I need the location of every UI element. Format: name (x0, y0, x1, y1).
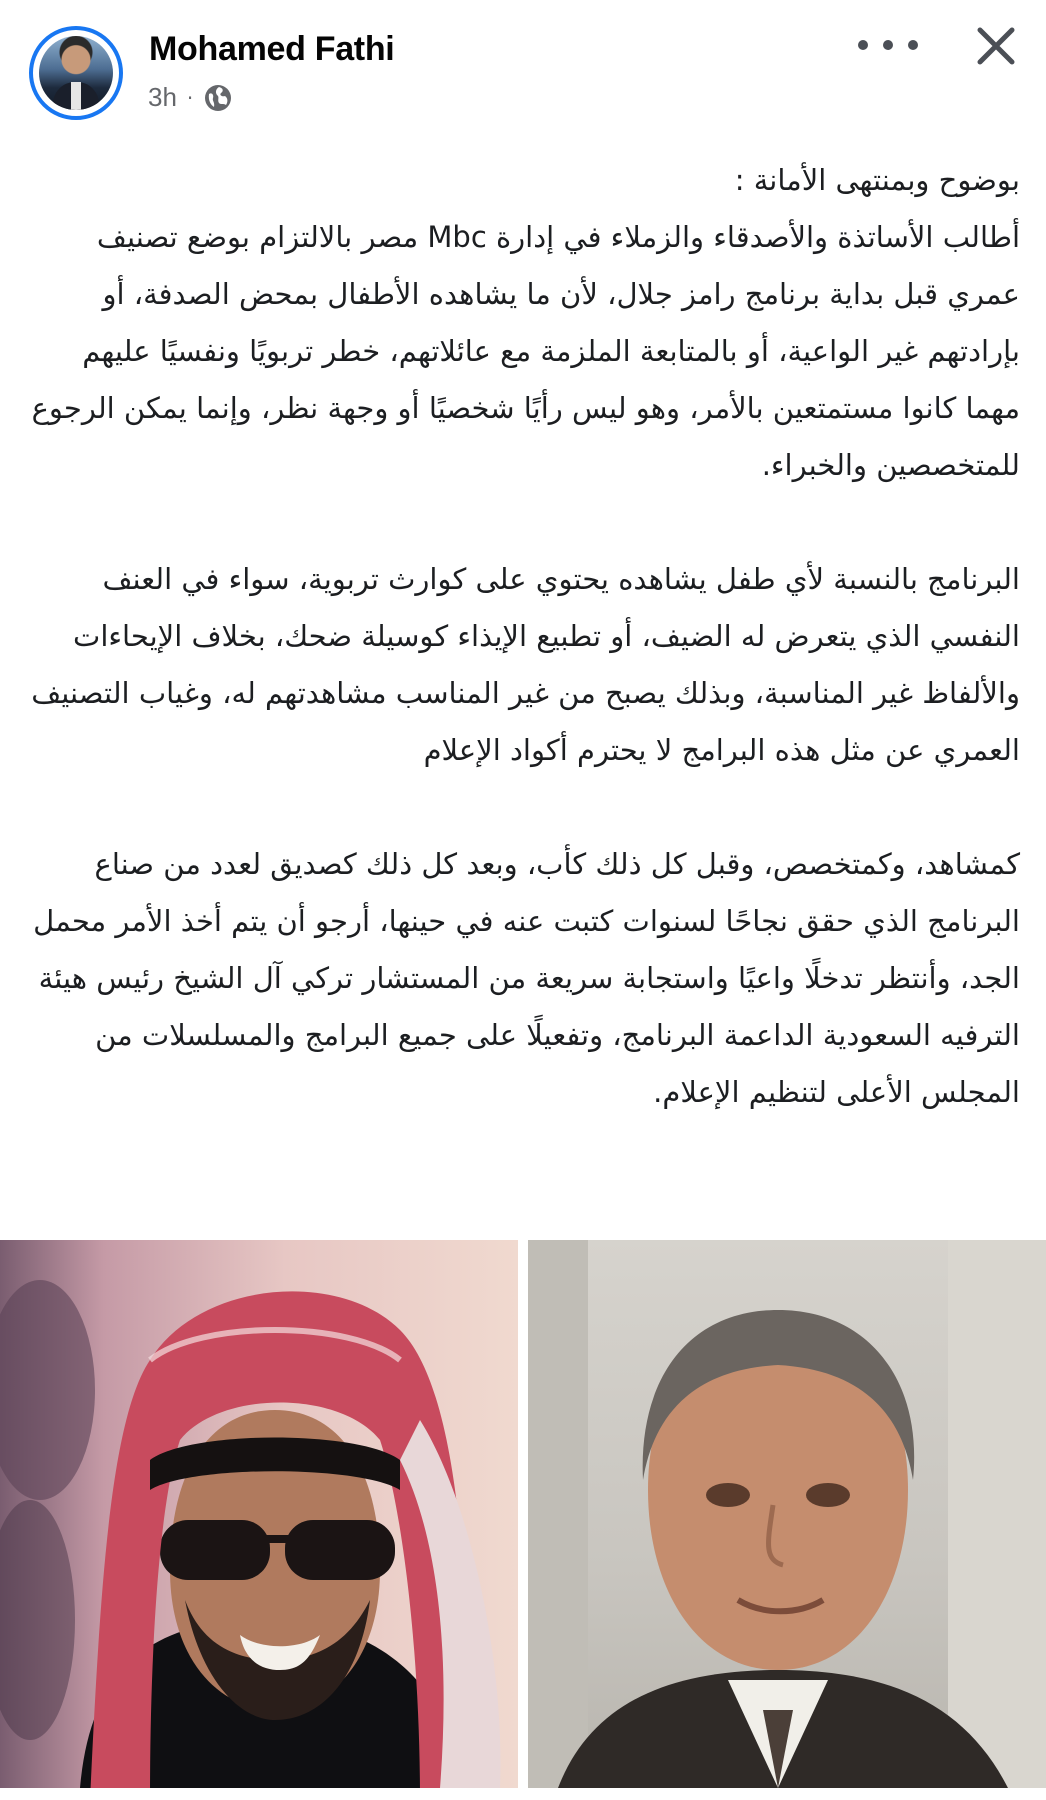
avatar-image (39, 36, 113, 110)
close-icon[interactable] (972, 22, 1020, 70)
author-name[interactable]: Mohamed Fathi (149, 30, 395, 68)
meta-separator: · (186, 85, 194, 110)
post-paragraph: البرنامج بالنسبة لأي طفل يشاهده يحتوي على كوارث تربوية، سواء في العنف النفسي الذي يتعرض له الضيف، أو تطبيع الإيذاء كوسيلة ضحك، بخلاف الإيحاءات والألفاظ غير المناسبة، وبذلك يصبح من غير المناسب مشاهدتهم له، وغياب التصنيف العمري عن مثل هذه البرامج لا يحترم أكواد الإعلام (31, 562, 1020, 767)
photo-man-in-red-headdress[interactable] (0, 1240, 518, 1788)
author-avatar[interactable] (29, 26, 123, 120)
photo-man-in-suit[interactable] (528, 1240, 1046, 1788)
post-paragraph: بوضوح وبمنتهى الأمانة : (734, 163, 1020, 197)
more-options-icon[interactable] (858, 28, 918, 62)
post-paragraph: كمشاهد، وكمتخصص، وقبل كل ذلك كأب، وبعد كل ذلك كصديق لعدد من صناع البرنامج الذي حقق نجاحًا لسنوات كتبت عنه في حينها، أرجو أن يتم أخذ الأمر محمل الجد، وأنتظر تدخلًا واعيًا واستجابة سريعة من المستشار تركي آل الشيخ رئيس هيئة الترفيه السعودية الداعمة البرنامج، وتفعيلًا على جميع البرامج والمسلسلات من المجلس الأعلى لتنظيم الإعلام. (33, 847, 1020, 1109)
post-time[interactable]: 3h (148, 82, 177, 112)
post-meta (148, 82, 233, 113)
post-paragraph: أطالب الأساتذة والأصدقاء والزملاء في إدارة Mbc مصر بالالتزام بوضع تصنيف عمري قبل بداية برنامج رامز جلال، لأن ما يشاهده الأطفال بمحض الصدفة، أو بإرادتهم غير الواعية، أو بالمتابعة الملزمة مع عائلاتهم، خطر تربويًا ونفسيًا عليهم مهما كانوا مستمتعين بالأمر، وهو ليس رأيًا شخصيًا أو وجهة نظر، وإنما يمكن الرجوع للمتخصصين والخبراء. (31, 220, 1020, 482)
post-photos (0, 1240, 1046, 1788)
globe-icon[interactable] (203, 83, 233, 113)
post-header (0, 0, 1046, 130)
post-text (30, 152, 1020, 1178)
